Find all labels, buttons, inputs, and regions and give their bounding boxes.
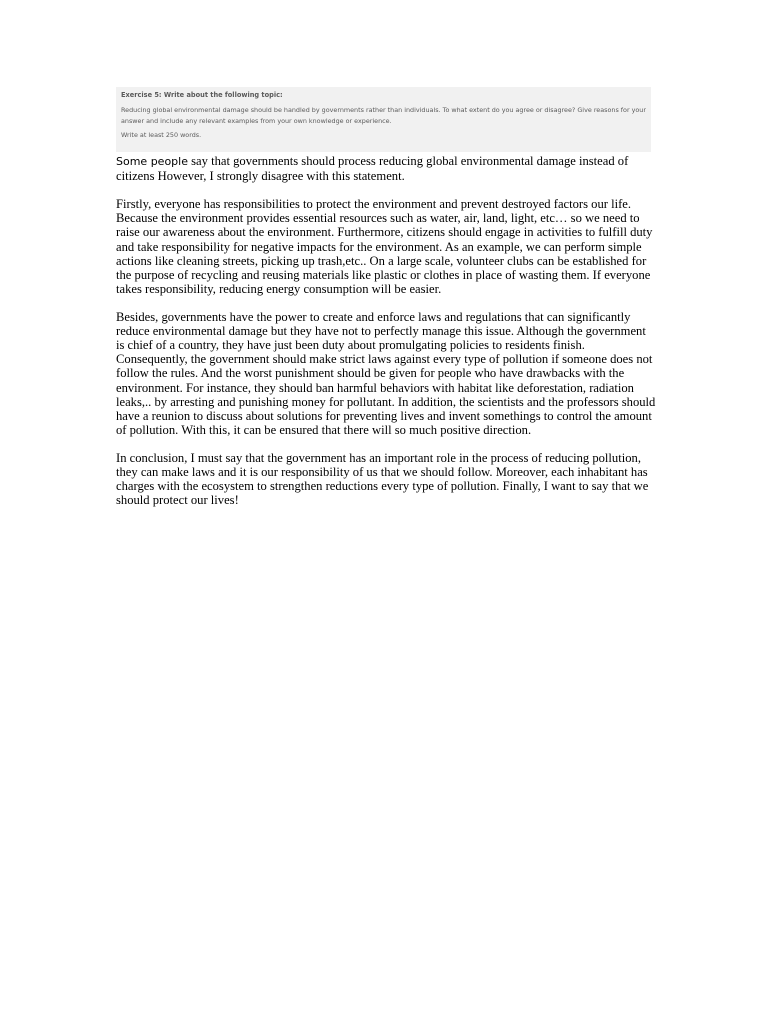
exercise-prompt-text: Reducing global environmental damage should be handled by governments rather than individuals. To what extent do you agree or disagree? Give reasons for your answer and include any relevant examples from your own knowledge or experience.: [121, 106, 646, 125]
essay-paragraph-3: Besides, governments have the power to create and enforce laws and regulations that can significantly reduce environmental damage but they have not to perfectly manage this issue. Although the government is chief of a country, they have just been duty about promulgating policies to residents finish. Consequently, the government should make strict laws against every type of pollution if someone does not follow the rules. And the worst punishment should be given for people who have drawbacks with the environment. For instance, they should ban harmful behaviors with habitat like deforestation, radiation leaks,.. by arresting and punishing money for pollutant. In addition, the scientists and the professors should have a reunion to discuss about solutions for preventing lives and invent somethings to control the amount of pollution. With this, it can be ensured that there will so much positive direction.: [116, 310, 656, 437]
word-requirement: Write at least 250 words.: [121, 131, 202, 139]
essay-paragraph-2: Firstly, everyone has responsibilities to protect the environment and prevent destroyed factors our life. Because the environment provides essential resources such as water, air, land, light, etc… so we need to raise our awareness about the environment. Furthermore, citizens should engage in activities to fulfill duty and take responsibility for negative impacts for the environment. As an example, we can perform simple actions like cleaning streets, picking up trash,etc.. On a large scale, volunteer clubs can be established for the purpose of recycling and reusing materials like plastic or clothes in place of wasting them. If everyone takes responsibility, reducing energy consumption will be easier.: [116, 197, 653, 296]
intro-lead-text: Some people: [116, 155, 188, 168]
exercise-prompt-image: [116, 87, 651, 152]
exercise-title: Exercise 5: Write about the following topic:: [121, 91, 283, 99]
intro-rest-text: say that governments should process reducing global environmental damage instead of citizens However, I strongly disagree with this statement.: [116, 154, 629, 184]
essay-body: [116, 154, 656, 521]
essay-paragraph-intro: [116, 154, 656, 183]
essay-paragraph-conclusion: In conclusion, I must say that the government has an important role in the process of reducing pollution, they can make laws and it is our responsibility of us that we should follow. Moreover, each inhabitant has charges with the ecosystem to strengthen reductions every type of pollution. Finally, I want to say that we should protect our lives!: [116, 450, 649, 508]
